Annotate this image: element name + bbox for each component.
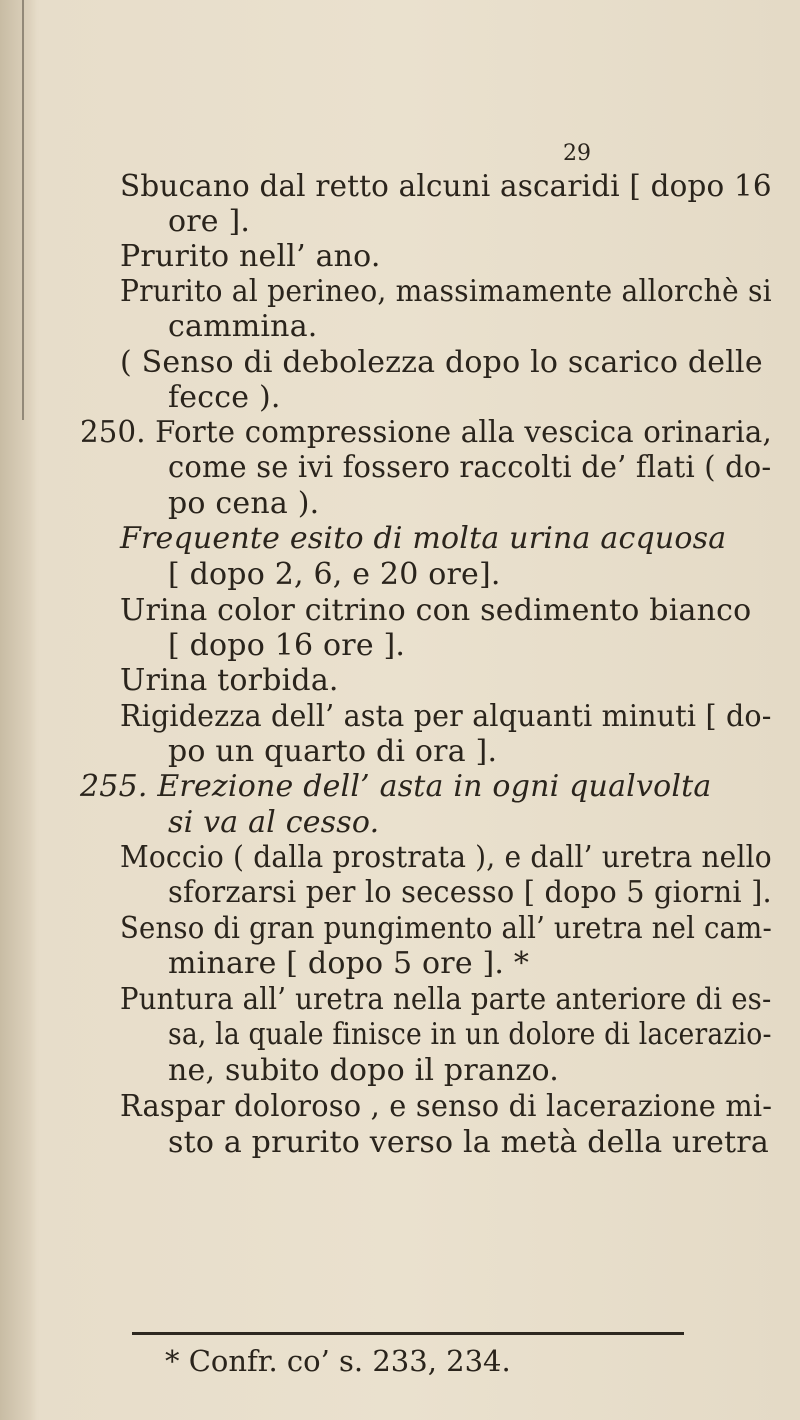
footnote-rule	[132, 1332, 684, 1335]
page-binding-shadow	[0, 0, 38, 1420]
text-line: Puntura all’ uretra nella parte anteriore di es-	[120, 982, 772, 1017]
text-line: ne, subito dopo il pranzo.	[168, 1053, 559, 1088]
text-line: 255. Erezione dell’ asta in ogni qualvolta	[80, 769, 712, 804]
footnote: * Confr. co’ s. 233, 234.	[165, 1344, 511, 1378]
text-line: Urina color citrino con sedimento bianco	[120, 593, 752, 628]
text-line: Urina torbida.	[120, 663, 339, 698]
page-number: 29	[563, 141, 591, 166]
text-line: sto a prurito verso la metà della uretra	[168, 1125, 769, 1160]
text-line: come se ivi fossero raccolti de’ flati ( do-	[168, 450, 772, 485]
text-line: [ dopo 2, 6, e 20 ore].	[168, 557, 501, 592]
text-line: sa, la quale finisce in un dolore di lacerazio-	[168, 1017, 772, 1052]
text-line: si va al cesso.	[168, 805, 380, 840]
text-line: Prurito nell’ ano.	[120, 239, 381, 274]
text-line: Sbucano dal retto alcuni ascaridi [ dopo 16	[120, 169, 772, 204]
text-line: ore ].	[168, 204, 251, 239]
text-line: fecce ).	[168, 380, 281, 415]
text-line: minare [ dopo 5 ore ]. *	[168, 946, 530, 981]
text-line: 250. Forte compressione alla vescica orinaria,	[80, 415, 772, 450]
text-line: po un quarto di ora ].	[168, 734, 498, 769]
text-line: Prurito al perineo, massimamente allorchè si	[120, 274, 772, 309]
text-line: Rigidezza dell’ asta per alquanti minuti [ do-	[120, 699, 772, 734]
text-line: [ dopo 16 ore ].	[168, 628, 406, 663]
text-line: po cena ).	[168, 486, 320, 521]
text-line: ( Senso di debolezza dopo lo scarico delle	[120, 345, 763, 380]
text-line: Senso di gran pungimento all’ uretra nel cam-	[120, 911, 772, 946]
text-line: Frequente esito di molta urina acquosa	[120, 521, 727, 556]
text-line: cammina.	[168, 309, 318, 344]
binding-edge-line	[22, 0, 24, 420]
text-line: Raspar doloroso , e senso di lacerazione mi-	[120, 1089, 773, 1124]
text-line: sforzarsi per lo secesso [ dopo 5 giorni ].	[168, 875, 772, 910]
text-line: Moccio ( dalla prostrata ), e dall’ uretra nello	[120, 840, 772, 875]
